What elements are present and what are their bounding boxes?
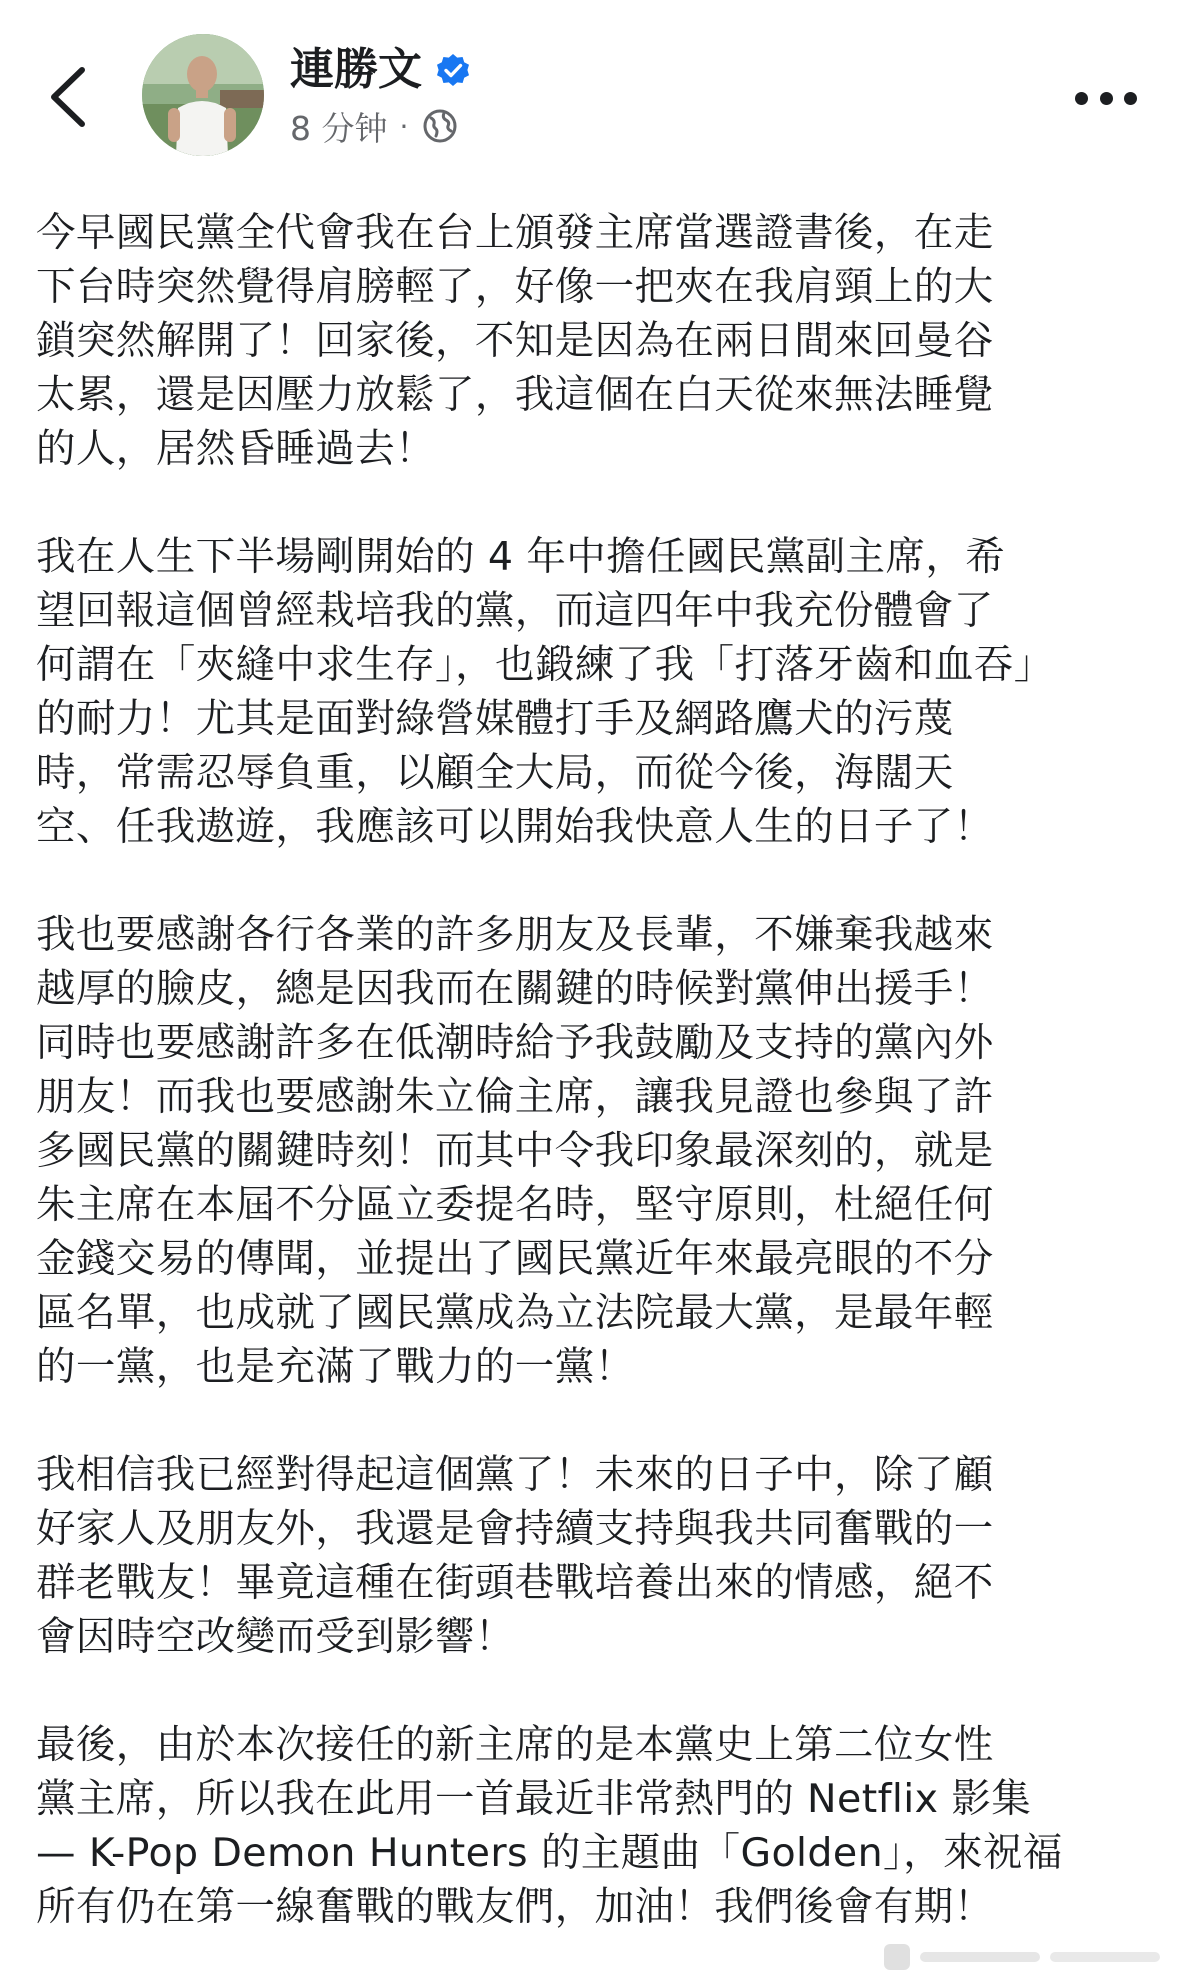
more-dot-icon [1124,92,1137,105]
watermark-logo [880,1938,1170,1974]
watermark-icon [880,1938,1170,1974]
post-paragraph: 我也要感謝各行各業的許多朋友及長輩，不嫌棄我越來 越厚的臉皮，總是因我而在關鍵的時候對黨伸出援手！ 同時也要感謝許多在低潮時給予我鼓勵及支持的黨內外 朋友！而我也要感謝朱立倫主席，讓我見證也參與了許 多國民黨的關鍵時刻！而其中令我印象最深刻的，就是 朱主席在本屆不分區立委提名時，堅守原則，杜絕任何 金錢交易的傳聞，並提出了國民黨近年來最亮眼的不分 區名單，也成就了國民黨成為立法院最大黨，是最年輕 的一黨，也是充滿了戰力的一黨！ [36,912,994,1390]
post-time[interactable]: 8 分钟 [290,108,388,148]
post-paragraph: 今早國民黨全代會我在台上頒發主席當選證書後，在走 下台時突然覺得肩膀輕了，好像一把夾在我肩頸上的大 鎖突然解開了！回家後，不知是因為在兩日間來回曼谷 太累，還是因壓力放鬆了，我這個在白天從來無法睡覺 的人，居然昏睡過去！ [36,210,994,472]
avatar[interactable] [142,34,264,156]
verified-badge-icon [434,52,472,90]
more-dot-icon [1075,92,1088,105]
post-paragraph: 我在人生下半場剛開始的 4 年中擔任國民黨副主席，希 望回報這個曾經栽培我的黨，而這四年中我充份體會了 何謂在「夾縫中求生存」，也鍛練了我「打落牙齒和血吞」 的耐力！尤其是面對綠營媒體打手及網路鷹犬的污蔑 時，常需忍辱負重，以顧全大局，而從今後，海闊天 空、任我遨遊，我應該可以開始我快意人生的日子了！ [36,534,1054,850]
meta-separator: · [399,109,409,143]
post-header [0,0,1180,170]
chevron-left-icon [44,62,94,132]
avatar-photo [142,34,264,156]
more-options-button[interactable] [1075,78,1137,118]
author-name[interactable]: 連勝文 [290,44,422,95]
post-body [36,206,1156,1934]
post-paragraph: 我相信我已經對得起這個黨了！未來的日子中，除了顧 好家人及朋友外，我還是會持續支持與我共同奮戰的一 群老戰友！畢竟這種在街頭巷戰培養出來的情感，絕不 會因時空改變而受到影響！ [36,1452,994,1660]
globe-icon[interactable] [422,108,458,144]
more-dot-icon [1100,92,1113,105]
back-button[interactable] [44,62,94,132]
post-meta [290,104,458,148]
post-paragraph: 最後，由於本次接任的新主席的是本黨史上第二位女性 黨主席，所以我在此用一首最近非常熱門的 Netflix 影集 — K-Pop Demon Hunters 的主題曲「Golden」，來祝福 所有仍在第一線奮戰的戰友們，加油！我們後會有期！ [36,1722,1063,1930]
